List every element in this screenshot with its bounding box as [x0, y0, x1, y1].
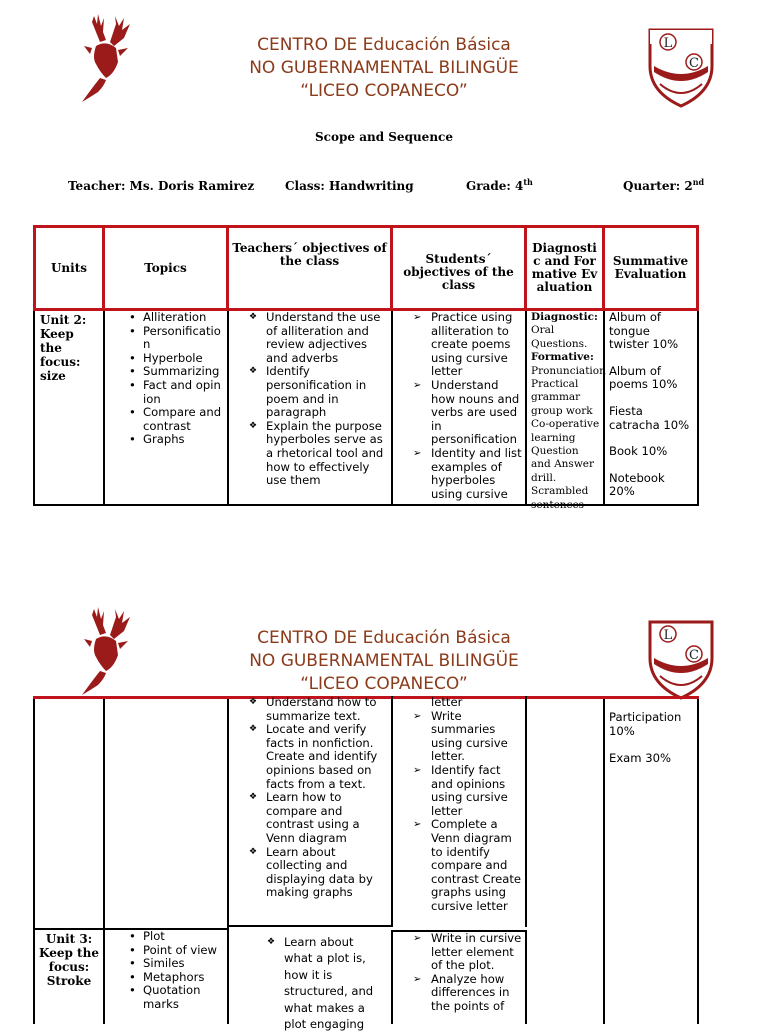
school-crest-icon: [644, 614, 718, 702]
cont-evaluation-cell: [527, 699, 605, 1024]
teacher-objective: ❖ Explain the purpose hyperboles serve as a rhetorical tool and how to effectively use them: [266, 420, 387, 488]
crest-letter-c: C: [689, 648, 699, 663]
summative-item: Participation 10%: [609, 710, 682, 738]
unit3-topics: [105, 930, 229, 1024]
school-line-1: CENTRO DE Educación Básica: [257, 35, 511, 55]
class-info: Class: Handwriting: [285, 179, 414, 193]
diagnostic-text: Oral Questions.: [531, 324, 588, 350]
student-objective-tail: letter: [431, 695, 463, 709]
topic-item: • Graphs: [143, 433, 223, 447]
teacher-objective: ❖ Locate and verify facts in nonfiction. Create and identify opinions based on facts from a text.: [266, 723, 387, 791]
school-header: [174, 627, 594, 696]
topic-item: • Metaphors: [143, 971, 223, 985]
unit2-summative: [605, 311, 699, 506]
summative-item: Exam 30%: [609, 751, 672, 766]
school-crest-icon: [644, 22, 718, 110]
quarter-label: Quarter: 2: [623, 179, 693, 193]
scope-table-continued: [33, 695, 699, 1032]
student-objective: ➢ Write summaries using cursive letter.: [431, 710, 522, 764]
unit3-student-objectives: [393, 930, 527, 1024]
unit2-label: Unit 2: Keep the focus: size: [40, 313, 87, 383]
student-objective: ➢ Complete a Venn diagram to identify compare and contrast Create graphs using cursive letter: [431, 818, 522, 913]
crest-letter-c: C: [689, 56, 699, 71]
teacher-objective: ❖ Learn about collecting and displaying data by making graphs: [266, 846, 387, 900]
student-objective: ➢ Identify fact and opinions using cursive letter: [431, 764, 522, 818]
school-line-3: “LICEO COPANECO”: [300, 81, 468, 101]
formative-text: Pronunciation Practical grammar group work Co-operative learning Question and Answer drill. Scrambled sentences: [531, 364, 606, 511]
col-header-summative: Summative Evaluation: [605, 225, 699, 311]
col-header-students: Students´ objectives of the class: [393, 225, 527, 311]
topic-item: • Point of view: [143, 944, 223, 958]
document-title: Scope and Sequence: [315, 130, 453, 144]
grade-info: [466, 179, 533, 193]
quarter-info: [623, 179, 704, 193]
formative-label: Formative:: [531, 351, 594, 364]
summative-item: Fiesta catracha 10%: [609, 403, 690, 432]
topic-item: • Plot: [143, 930, 223, 944]
col-header-topics: Topics: [105, 225, 229, 311]
crest-letter-l: L: [663, 36, 673, 51]
col-header-units: Units: [33, 225, 105, 311]
cont-topics-cell: [105, 699, 229, 930]
topic-item: • Quotation marks: [143, 984, 223, 1011]
student-objective: ➢ Understand how nouns and verbs are used in personification: [431, 379, 522, 447]
teacher-info: Teacher: Ms. Doris Ramirez: [68, 179, 255, 193]
student-objective: ➢ Identity and list examples of hyperboles using cursive: [431, 447, 522, 501]
grade-sup: th: [523, 177, 533, 187]
school-line-1: CENTRO DE Educación Básica: [257, 628, 511, 648]
school-line-2: NO GUBERNAMENTAL BILINGÜE: [249, 58, 519, 78]
teacher-objective: ❖ Understand how to summarize text.: [266, 696, 387, 723]
quarter-sup: nd: [692, 177, 705, 187]
student-objective: ➢ Write in cursive letter element of the plot.: [431, 932, 522, 973]
student-objective: ➢ Practice using alliteration to create poems using cursive letter: [431, 311, 522, 379]
teacher-objective: ❖ Learn how to compare and contrast using a Venn diagram: [266, 791, 387, 845]
scope-table: [33, 225, 699, 511]
col-header-diagnostic: Diagnostic and Formative Evaluation: [527, 225, 605, 311]
school-line-2: NO GUBERNAMENTAL BILINGÜE: [249, 651, 519, 671]
unit3-cell: [33, 930, 105, 1024]
topic-item: • Personification: [143, 325, 223, 352]
summative-item: Book 10%: [609, 444, 668, 459]
diagnostic-label: Diagnostic:: [531, 311, 598, 323]
unit2-cell: [33, 311, 105, 506]
deer-logo-icon: [70, 12, 136, 104]
deer-logo-icon: [70, 605, 136, 697]
summative-item: Album of poems 10%: [609, 363, 678, 392]
col-header-teachers: Teachers´ objectives of the class: [229, 225, 393, 311]
cont-student-objectives: [393, 696, 527, 927]
summative-item: Album of tongue twister 10%: [609, 310, 679, 352]
unit2-topics: [105, 311, 229, 506]
topic-item: • Hyperbole: [143, 352, 223, 366]
cont-unit-cell: [33, 699, 105, 930]
grade-label: Grade: 4: [466, 179, 524, 193]
topic-item: • Compare and contrast: [143, 406, 223, 433]
unit2-student-objectives: [393, 311, 527, 506]
school-line-3: “LICEO COPANECO”: [300, 674, 468, 694]
topic-item: • Fact and opinion: [143, 379, 223, 406]
summative-item: Notebook 20%: [609, 470, 665, 499]
teacher-objective: ❖ Learn about what a plot is, how it is structured, and what makes a plot engaging: [284, 934, 385, 1032]
cont-teacher-objectives: [229, 696, 393, 927]
crest-letter-l: L: [663, 628, 673, 643]
unit3-label: Unit 3: Keep the focus: Stroke: [39, 932, 99, 988]
school-header: [174, 34, 594, 103]
unit2-evaluation: [527, 311, 606, 511]
teacher-objective: ❖ Understand the use of alliteration and review adjectives and adverbs: [266, 311, 387, 365]
student-objective: ➢ Analyze how differences in the points of: [431, 973, 522, 1014]
unit3-teacher-objectives: [229, 930, 393, 1032]
topic-item: • Summarizing: [143, 365, 223, 379]
unit2-teacher-objectives: [229, 311, 393, 506]
topic-item: • Similes: [143, 957, 223, 971]
cont-summative: [605, 699, 699, 1024]
teacher-objective: ❖ Identify personification in poem and in paragraph: [266, 365, 387, 419]
topic-item: • Alliteration: [143, 311, 223, 325]
